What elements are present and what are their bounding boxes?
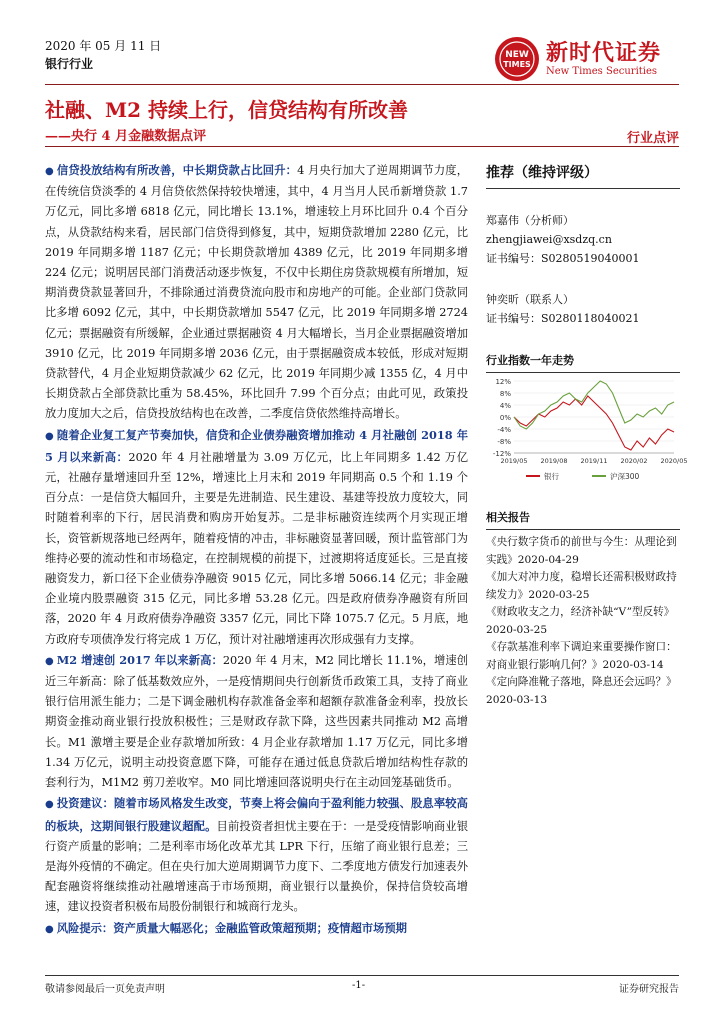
paragraph-credit (45, 160, 468, 425)
chart-legend-label: 沪深300 (610, 472, 640, 481)
chart-title: 行业指数一年走势 (486, 354, 574, 367)
paragraph-risk (45, 918, 468, 940)
bullet-icon: ● (45, 655, 54, 667)
footer-report-type: 证券研究报告 (619, 984, 679, 995)
sidebar (486, 160, 688, 709)
analyst-block (486, 211, 680, 268)
paragraph-head: 信贷投放结构有所改善，中长期贷款占比回升： (56, 163, 298, 177)
paragraph-social-financing (45, 425, 468, 650)
paragraph-text: 4 月央行加大了逆周期调节力度，在传统信贷淡季的 4 月信贷依然保持较快增速，其中，4 月当月人民币新增贷款 1.7 万亿元，同比多增 6818 亿元，同比增长 13.1%，增速较上月环比回升 0.4 个百分点，从贷款结构来看，居民部门信贷得到修复，其中，短期贷款增加 2280 亿元，比 2019 年同期多增 1187 亿元；中长期贷款增加 4389 亿元，比 2019 年同期多增 224 亿元；说明居民部门消费活动逐步恢复，不仅中长期住房贷款规模有所增加，短期消费贷款显著回升，不排除通过消费贷流向股市和房地产的可能。企业部门贷款同比多增 6092 亿元，其中，中长期贷款增加 5547 亿元，比 2019 年同期多增 2724 亿元；票据融资有所缓解，企业通过票据融资 4 月大幅增长，当月企业票据融资增加 3910 亿元，比 2019 年同期多增 2036 亿元，由于票据融资成本较低，形成对短期贷款替代，4 月企业短期贷款减少 62 亿元，比 2019 年同期少减 1355 亿，4 月中长期贷款占全部贷款比重为 58.45%，环比回升 7.99 个百分点；由此可见，政策投放力度加大之后，信贷投放结构也在改善，二季度信贷依然维持高增长。 (45, 164, 468, 421)
industry-label: 银行行业 (45, 57, 94, 71)
chart-y-tick-label: 4% (499, 402, 511, 410)
rating: 推荐（维持评级） (486, 165, 598, 181)
paragraph-text: 2020 年 4 月末，M2 同比增长 11.1%，增速创近三年新高：除了低基数效应外，一是疫情期间央行创新货币政策工具，支持了商业银行信用派生能力；二是下调金融机构存款准备金率和超额存款准备金利率，投放长期资金推动商业银行投放积极性；三是财政存款下降，这些因素共同推动 M2 高增长。M1 激增主要是企业存款增加所致：4 月企业存款增加 1.17 万亿元，同比多增 1.34 万亿元，说明主动投资意愿下降，可能存在通过低息贷款后增加结构性存款的套利行为，M1M2 剪刀差收窄。M0 同比增速回落说明央行在主动回笼基础货币。 (45, 653, 468, 790)
paragraph-m2 (45, 650, 468, 793)
report-title: 社融、M2 持续上行，信贷结构有所改善 (45, 98, 409, 122)
related-report-item[interactable]: 《定向降准靴子落地，降息还会远吗？》2020-03-13 (486, 676, 677, 706)
svg-text:NEW: NEW (505, 50, 529, 60)
related-report-item[interactable]: 《财政收支之力，经济补缺“V”型反转》2020-03-25 (486, 606, 675, 636)
contact-block (486, 290, 680, 328)
brand-name-en: New Times Securities (546, 66, 658, 77)
bullet-icon: ● (45, 923, 54, 935)
paragraph-head: 风险提示： (56, 920, 114, 935)
chart-y-tick-label: 8% (499, 390, 511, 398)
brand-name: 新时代证券 (546, 40, 662, 66)
chart-y-tick-label: -8% (497, 438, 511, 446)
contact-name: 钟奕昕（联系人） (486, 293, 574, 306)
related-divider (486, 529, 680, 530)
chart-x-tick-label: 2020/02 (620, 457, 648, 465)
paragraph-head: 随着企业复工复产节奏加快，信贷和企业债券融资增加推动 4 月社融创 2018 年 5 月以来新高： (45, 427, 468, 464)
main-body (45, 160, 468, 940)
risk-text: 资产质量大幅恶化；金融监管政策超预期；疫情超市场预期 (113, 920, 407, 935)
analyst-cert: 证书编号：S0280519040001 (486, 252, 640, 265)
header-divider (45, 84, 679, 85)
related-report-item[interactable]: 《加大对冲力度，稳增长还需积极财政持续发力》2020-03-25 (486, 571, 677, 601)
chart-y-tick-label: 12% (495, 378, 511, 386)
chart-legend-label: 银行 (544, 472, 559, 481)
paragraph-head: 投资建议： (56, 796, 114, 811)
related-report-item[interactable]: 《央行数字货币的前世与今生：从理论到实践》2020-04-29 (486, 536, 677, 566)
paragraph-text: 目前投资者担忧主要在于：一是受疫情影响商业银行资产质量的影响；二是利率市场化改革尤其 LPR 下行，压缩了商业银行息差；三是海外疫情的不确定。但在央行加大逆周期调节力度下、二季度地方债发行加速表外配套融资将继续推动社融增速高于市场预期，商业银行以量换价，保持信贷较高增速，建议投资者积极布局股份制银行和城商行龙头。 (45, 819, 468, 914)
paragraph-bold: 随着市场风格发生改变，节奏上将会偏向于盈利能力较强、股息率较高的板块，这期间银行股建议超配。 (45, 796, 468, 833)
title-divider (45, 146, 679, 147)
bullet-icon: ● (45, 430, 54, 442)
chart-x-tick-label: 2019/11 (580, 457, 608, 465)
paragraph-investment-advice (45, 793, 468, 917)
bullet-icon: ● (45, 799, 54, 811)
footer-divider (45, 975, 679, 976)
paragraph-text: 2020 年 4 月社融增量为 3.09 万亿元，比上年同期多 1.42 万亿元，社融存量增速回升至 12%，增速比上月末和 2019 年同期高 0.5 个和 1.19 个百分点：一是信贷大幅回升，主要是先进制造、民生建设、基建等投放力度较大，同时随着利率的下行，居民消费和购房开始复苏。二是非标融资连续两个月实现正增长，资管新规落地已经两年，随着疫情的冲击，非标融资显著回暖，预计监管部门为维持必要的流动性和市场稳定，在控制规模的前提下，过渡期将适度延长。三是直接融资发力，新口径下企业债券净融资 9015 亿元，同比多增 5066.14 亿元；非金融企业境内股票融资 315 亿元，同比多增 53.28 亿元。四是政府债券净融资有所回落，2020 年 4 月政府债券净融资 3357 亿元，同比下降 1075.7 亿元。5 月底，地方政府专项债净发行将完成 1 万亿，预计对社融增速再次形成强有力支撑。 (45, 450, 468, 646)
brand-logo-icon (493, 35, 541, 83)
chart-y-tick-label: -12% (492, 450, 511, 458)
report-date: 2020 年 05 月 11 日 (45, 39, 162, 53)
page-number: -1- (352, 980, 366, 991)
analyst-email[interactable]: zhengjiawei@xsdzq.cn (486, 233, 612, 246)
rating-divider (486, 188, 680, 189)
report-type: 行业点评 (626, 131, 679, 146)
related-reports-list (486, 534, 680, 709)
related-report-item[interactable]: 《存款基准利率下调迫来重要操作窗口：对商业银行影响几何？》2020-03-14 (486, 641, 677, 671)
contact-cert: 证书编号：S0280118040021 (486, 312, 640, 325)
report-subtitle: ——央行 4 月金融数据点评 (45, 129, 207, 144)
footer-disclaimer: 敬请参阅最后一页免责声明 (45, 984, 165, 995)
chart-x-tick-label: 2019/05 (500, 457, 528, 465)
chart-y-tick-label: 0% (499, 414, 511, 422)
related-reports-title: 相关报告 (486, 511, 530, 524)
index-trend-chart (486, 373, 688, 491)
chart-x-tick-label: 2020/05 (660, 457, 688, 465)
chart-x-tick-label: 2019/08 (540, 457, 568, 465)
paragraph-head: M2 增速创 2017 年以来新高： (56, 652, 223, 667)
bullet-icon: ● (45, 166, 54, 177)
chart-series-line (514, 396, 674, 450)
analyst-name: 郑嘉伟（分析师） (486, 214, 574, 227)
chart-y-tick-label: -4% (497, 426, 511, 434)
svg-text:TIMES: TIMES (503, 60, 531, 69)
